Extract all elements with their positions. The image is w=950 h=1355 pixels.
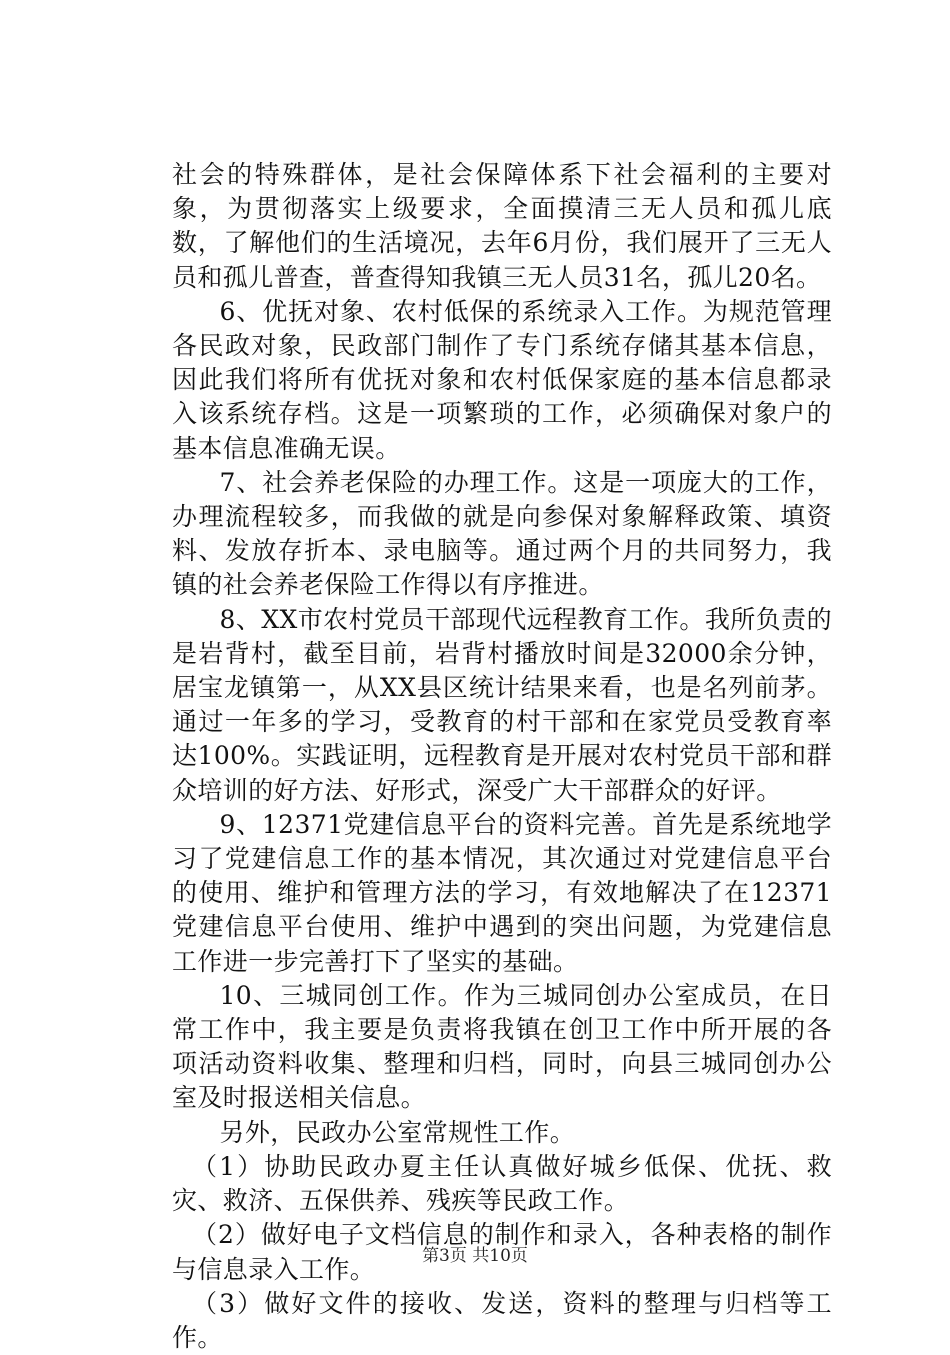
paragraph-item-6: 6、优抚对象、农村低保的系统录入工作。为规范管理各民政对象，民政部门制作了专门系统存储其基本信息，因此我们将所有优抚对象和农村低保家庭的基本信息都录入该系统存档。这是一项繁琐的工作，必须确保对象户的基本信息准确无误。 xyxy=(172,296,832,463)
paragraph-routine-intro: 另外，民政办公室常规性工作。 xyxy=(219,1117,576,1147)
paragraph-item-10: 10、三城同创工作。作为三城同创办公室成员，在日常工作中，我主要是负责将我镇在创卫工作中所开展的各项活动资料收集、整理和归档，同时，向县三城同创办公室及时报送相关信息。 xyxy=(172,980,832,1113)
page-number-footer: 第3页 共10页 xyxy=(422,1246,528,1266)
paragraph-item-7: 7、社会养老保险的办理工作。这是一项庞大的工作，办理流程较多，而我做的就是向参保对象解释政策、填资料、发放存折本、录电脑等。通过两个月的共同努力，我镇的社会养老保险工作得以有序推进。 xyxy=(172,467,832,600)
document-body xyxy=(172,158,832,1355)
paragraph-item-9: 9、12371党建信息平台的资料完善。首先是系统地学习了党建信息工作的基本情况，其次通过对党建信息平台的使用、维护和管理方法的学习，有效地解决了在12371党建信息平台使用、维护中遇到的突出问题，为党建信息工作进一步完善打下了坚实的基础。 xyxy=(172,809,832,976)
paragraph-routine-3: （3）做好文件的接收、发送，资料的整理与归档等工作。 xyxy=(172,1288,832,1352)
paragraph-continuation: 社会的特殊群体，是社会保障体系下社会福利的主要对象，为贯彻落实上级要求，全面摸清三无人员和孤儿底数，了解他们的生活境况，去年6月份，我们展开了三无人员和孤儿普查，普查得知我镇三无人员31名，孤儿20名。 xyxy=(172,160,832,292)
paragraph-routine-2: （2）做好电子文档信息的制作和录入，各种表格的制作与信息录入工作。 xyxy=(172,1220,832,1284)
paragraph-routine-1: （1）协助民政办夏主任认真做好城乡低保、优抚、救灾、救济、五保供养、残疾等民政工作。 xyxy=(172,1151,832,1216)
paragraph-item-8: 8、XX市农村党员干部现代远程教育工作。我所负责的是岩背村，截至目前，岩背村播放时间是32000余分钟，居宝龙镇第一，从XX县区统计结果来看，也是名列前茅。通过一年多的学习，受教育的村干部和在家党员受教育率达100%。实践证明，远程教育是开展对农村党员干部和群众培训的好方法、好形式，深受广大干部群众的好评。 xyxy=(172,604,832,805)
